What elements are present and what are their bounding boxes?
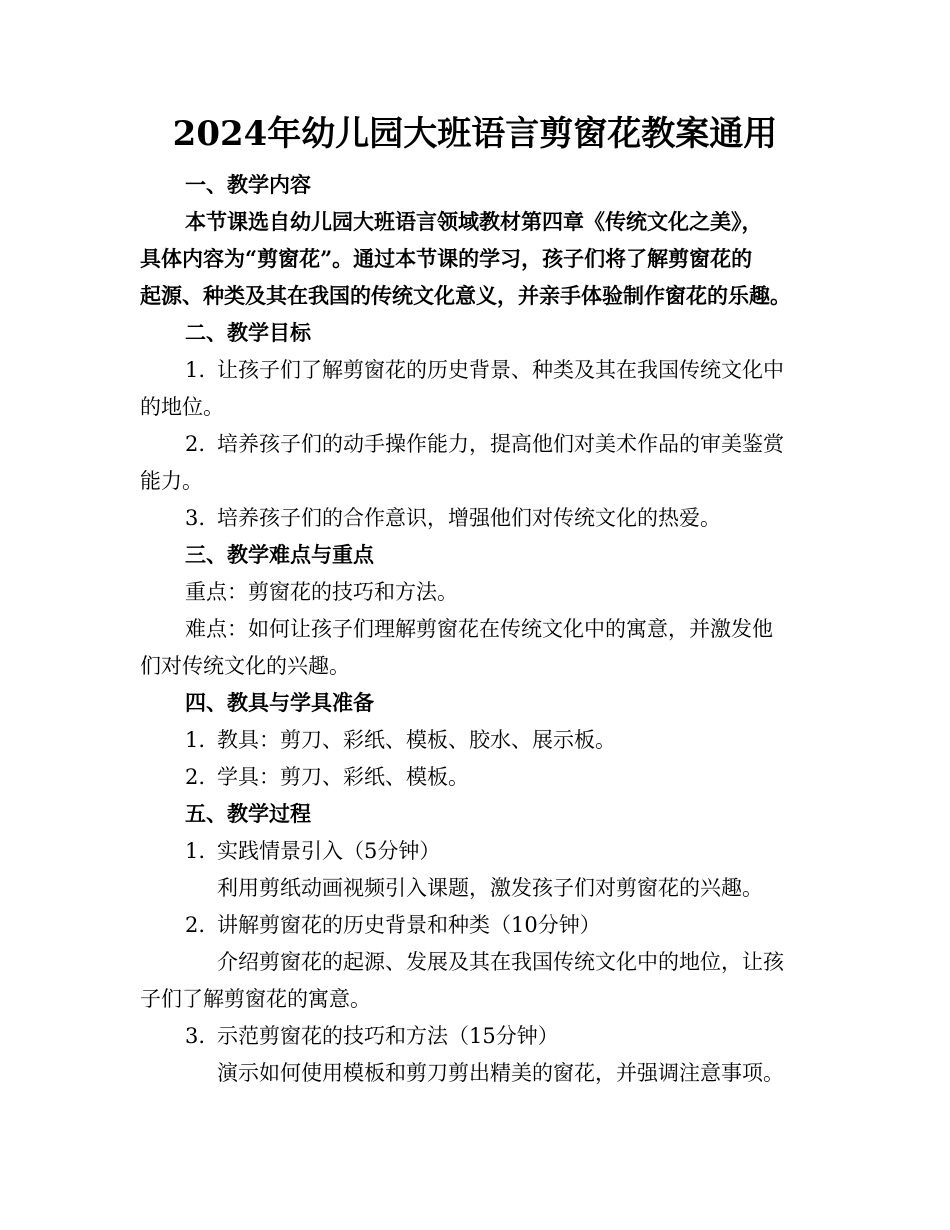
paragraph-line: 具体内容为“剪窗花”。通过本节课的学习，孩子们将了解剪窗花的 — [140, 246, 753, 271]
list-item — [185, 725, 616, 755]
list-item-continuation: 能力。 — [140, 469, 203, 493]
step-title-text: 示范剪窗花的技巧和方法（15分钟） — [217, 1024, 559, 1048]
list-number: 2. — [185, 765, 206, 789]
list-text: 让孩子们了解剪窗花的历史背景、种类及其在我国传统文化中 — [217, 358, 784, 382]
step-number: 2. — [185, 913, 206, 937]
key-point-text: 重点：剪窗花的技巧和方法。 — [185, 580, 458, 604]
document-title: 2024年幼儿园大班语言剪窗花教案通用 — [172, 114, 778, 154]
list-number: 1. — [185, 728, 206, 752]
step-title-text: 实践情景引入（5分钟） — [217, 839, 441, 863]
list-text: 教具：剪刀、彩纸、模板、胶水、展示板。 — [217, 728, 616, 752]
list-item — [185, 762, 469, 792]
difficulty-text: 难点：如何让孩子们理解剪窗花在传统文化中的寓意，并激发他 — [185, 617, 773, 641]
step-number: 1. — [185, 839, 206, 863]
step-description: 利用剪纸动画视频引入课题，激发孩子们对剪窗花的兴趣。 — [217, 876, 763, 900]
step-description: 介绍剪窗花的起源、发展及其在我国传统文化中的地位，让孩 — [217, 950, 784, 974]
step-description-continuation: 子们了解剪窗花的寓意。 — [140, 987, 371, 1011]
list-number: 2. — [185, 432, 206, 456]
paragraph-line: 本节课选自幼儿园大班语言领域教材第四章《传统文化之美》， — [185, 209, 763, 234]
paragraph-line: 起源、种类及其在我国的传统文化意义，并亲手体验制作窗花的乐趣。 — [140, 283, 791, 308]
list-number: 1. — [185, 358, 206, 382]
step-title-text: 讲解剪窗花的历史背景和种类（10分钟） — [217, 913, 601, 937]
section-heading-materials: 四、教具与学具准备 — [185, 690, 374, 715]
step-title — [185, 910, 601, 940]
section-heading-content: 一、教学内容 — [185, 172, 311, 197]
step-description: 演示如何使用模板和剪刀剪出精美的窗花，并强调注意事项。 — [217, 1061, 784, 1085]
step-number: 3. — [185, 1024, 206, 1048]
step-title — [185, 1021, 559, 1051]
list-item — [185, 503, 721, 533]
list-item — [185, 355, 784, 385]
list-item-continuation: 的地位。 — [140, 395, 224, 419]
list-number: 3. — [185, 506, 206, 530]
list-item — [185, 429, 784, 459]
list-text: 学具：剪刀、彩纸、模板。 — [217, 765, 469, 789]
difficulty-text-continuation: 们对传统文化的兴趣。 — [140, 654, 350, 678]
section-heading-key-points: 三、教学难点与重点 — [185, 542, 374, 567]
section-heading-process: 五、教学过程 — [185, 801, 311, 826]
step-title — [185, 836, 440, 866]
list-text: 培养孩子们的合作意识，增强他们对传统文化的热爱。 — [217, 506, 721, 530]
section-heading-goals: 二、教学目标 — [185, 320, 311, 345]
list-text: 培养孩子们的动手操作能力，提高他们对美术作品的审美鉴赏 — [217, 432, 784, 456]
